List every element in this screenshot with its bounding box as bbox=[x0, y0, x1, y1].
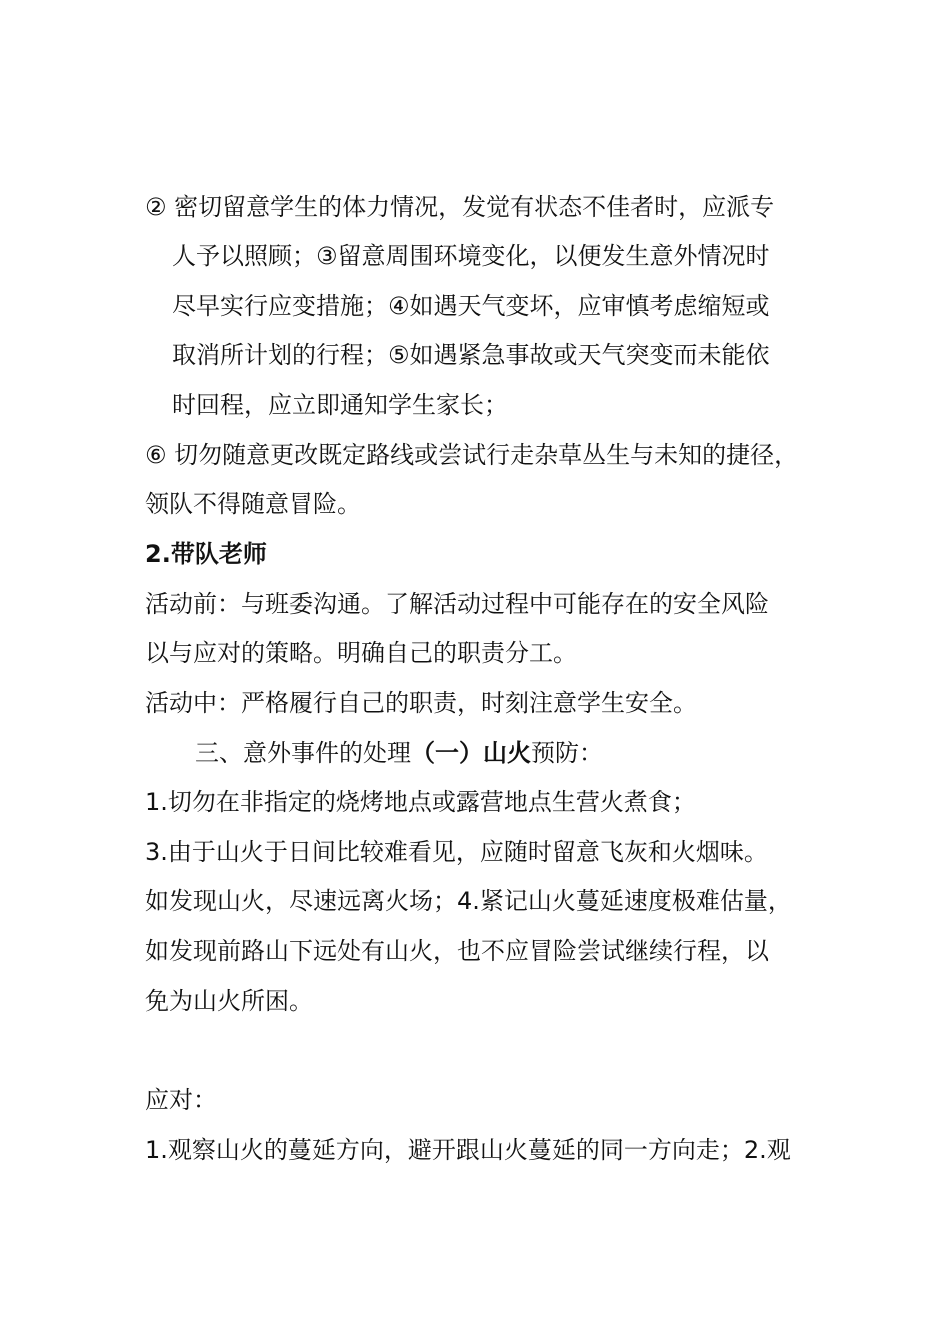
text-line: 以与应对的策略。明确自己的职责分工。 bbox=[145, 639, 577, 667]
heading-bold: （一）山火 bbox=[411, 739, 531, 767]
text-line: 活动前：与班委沟通。了解活动过程中可能存在的安全风险 bbox=[145, 590, 769, 618]
text-line: 免为山火所困。 bbox=[145, 987, 313, 1015]
section-heading bbox=[195, 736, 603, 770]
text-line: 应对： bbox=[145, 1086, 217, 1114]
text-line: 如发现前路山下远处有山火，也不应冒险尝试继续行程，以 bbox=[145, 937, 769, 965]
text-line: 时回程，应立即通知学生家长； bbox=[172, 391, 508, 419]
text-line: 取消所计划的行程；⑤如遇紧急事故或天气突变而未能依 bbox=[172, 341, 770, 369]
heading-suffix: 预防： bbox=[531, 739, 603, 767]
text-line: ⑥ 切勿随意更改既定路线或尝试行走杂草丛生与未知的捷径， bbox=[145, 441, 799, 469]
text-line: 人予以照顾；③留意周围环境变化，以便发生意外情况时 bbox=[172, 242, 770, 270]
text-line: 领队不得随意冒险。 bbox=[145, 490, 361, 518]
text-line: ② 密切留意学生的体力情况，发觉有状态不佳者时，应派专 bbox=[145, 193, 775, 221]
text-line: 3.由于山火于日间比较难看见，应随时留意飞灰和火烟味。 bbox=[145, 838, 768, 866]
text-line: 如发现山火，尽速远离火场；4.紧记山火蔓延速度极难估量， bbox=[145, 887, 792, 915]
heading-prefix: 三、意外事件的处理 bbox=[195, 739, 411, 767]
text-line: 1.切勿在非指定的烧烤地点或露营地点生营火煮食； bbox=[145, 788, 696, 816]
section-heading: 2.带队老师 bbox=[145, 540, 267, 568]
text-line: 尽早实行应变措施；④如遇天气变坏，应审慎考虑缩短或 bbox=[172, 292, 770, 320]
text-line: 1.观察山火的蔓延方向，避开跟山火蔓延的同一方向走；2.观 bbox=[145, 1136, 791, 1164]
text-line: 活动中：严格履行自己的职责，时刻注意学生安全。 bbox=[145, 689, 697, 717]
